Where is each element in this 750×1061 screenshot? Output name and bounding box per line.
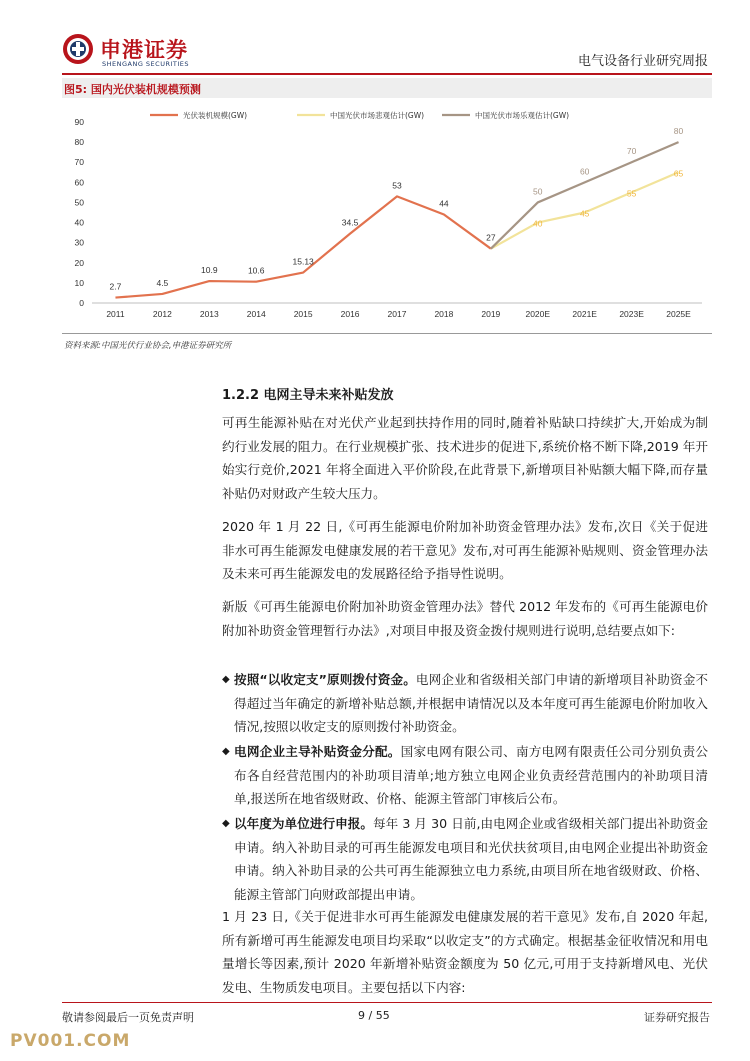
series-actual-line bbox=[115, 196, 490, 297]
bullet-text: 每年 3 月 30 日前,由电网企业或省级相关部门提出补助资金申请。纳入补助目录的可再生能源发电项目和光伏扶贫项目,由电网企业提出补助资金申请。纳入补助目录的公共可再生能源独立电力系统,由项目所在地省级财政、价格、能源主管部门向财政部提出申请。 bbox=[234, 816, 709, 902]
y-tick-label: 50 bbox=[74, 197, 84, 208]
data-label: 60 bbox=[579, 166, 590, 177]
legend-entry: 中国光伏市场悲观估计(GW) bbox=[330, 111, 425, 120]
paragraph-new-measures: 新版《可再生能源电价附加补助资金管理办法》替代 2012 年发布的《可再生能源电价附加补助资金管理暂行办法》,对项目申报及资金拨付规则进行说明,总结要点如下: bbox=[222, 599, 708, 638]
x-tick-label: 2019 bbox=[481, 309, 501, 319]
diamond-bullet-icon: ◆ bbox=[222, 746, 230, 757]
x-tick-label: 2023E bbox=[619, 309, 644, 319]
y-tick-label: 20 bbox=[74, 257, 84, 268]
bullet-item bbox=[222, 740, 708, 811]
data-label: 50 bbox=[533, 186, 543, 197]
bullet-lead: 按照“以收定支”原则拨付资金。 bbox=[234, 672, 416, 687]
company-logo bbox=[62, 30, 222, 74]
report-type: 电气设备行业研究周报 bbox=[577, 54, 708, 69]
x-tick-label: 2012 bbox=[152, 309, 172, 319]
bullet-text: 电网企业和省级相关部门申请的新增项目补助资金不得超过当年确定的新增补贴总额,并根据申请情况以及本年度可再生能源电价附加收入情况,按照以收定支的原则拨付补助资金。 bbox=[234, 672, 708, 734]
figure-title: 图5: 国内光伏装机规模预测 bbox=[64, 83, 201, 96]
data-label: 40 bbox=[533, 218, 543, 229]
data-label: 65 bbox=[673, 168, 684, 179]
bullet-text: 国家电网有限公司、南方电网有限责任公司分别负责公布各自经营范围内的补助项目清单;地方独立电网企业负责经营范围内的补助项目清单,报送所在地省级财政、价格、能源主管部门审核后公布。 bbox=[234, 744, 709, 806]
x-tick-label: 2020E bbox=[525, 309, 551, 319]
source-divider bbox=[62, 333, 712, 334]
watermark: PV001.COM bbox=[10, 1031, 131, 1051]
data-label: 34.5 bbox=[341, 217, 359, 228]
y-tick-label: 60 bbox=[74, 177, 84, 188]
chart-svg bbox=[62, 100, 712, 330]
paragraph-opinions: 1 月 23 日,《关于促进非水可再生能源发电健康发展的若干意见》发布,自 2020 年起,所有新增可再生能源发电项目均采取“以收定支”的方式确定。根据基金征收情况和用电量增长等因素,预计 2020 年新增补贴资金额度为 50 亿元,可用于支持新增风电、光伏发电、生物质发电项目。主要包括以下内容: bbox=[222, 909, 708, 995]
footer-report-label: 证券研究报告 bbox=[644, 1011, 710, 1024]
page-header bbox=[62, 30, 712, 76]
bullet-lead: 电网企业主导补贴资金分配。 bbox=[234, 744, 401, 759]
bullet-item bbox=[222, 668, 708, 739]
data-label: 80 bbox=[673, 126, 684, 137]
data-label: 44 bbox=[439, 198, 449, 209]
data-label: 4.5 bbox=[156, 277, 169, 288]
x-tick-label: 2016 bbox=[340, 309, 360, 319]
x-tick-label: 2018 bbox=[434, 309, 454, 319]
installation-forecast-chart bbox=[62, 100, 712, 330]
figure-source: 资料来源:中国光伏行业协会,申港证券研究所 bbox=[64, 341, 232, 351]
section-heading: 1.2.2 电网主导未来补贴发放 bbox=[222, 388, 394, 403]
diamond-bullet-icon: ◆ bbox=[222, 818, 230, 829]
page-number: 9 / 55 bbox=[358, 1009, 390, 1022]
x-tick-label: 2014 bbox=[246, 309, 266, 319]
x-tick-label: 2011 bbox=[106, 309, 125, 319]
x-tick-label: 2021E bbox=[572, 309, 597, 319]
y-tick-label: 40 bbox=[74, 217, 84, 228]
y-tick-label: 10 bbox=[74, 277, 84, 288]
paragraph-subsidy-background: 可再生能源补贴在对光伏产业起到扶持作用的同时,随着补贴缺口持续扩大,开始成为制约行业发展的阻力。在行业规模扩张、技术进步的促进下,系统价格不断下降,2019 年开始实行竞价,2021 年将全面进入平价阶段,在此背景下,新增项目补贴额大幅下降,而存量补贴仍对财政产生较大压力。 bbox=[222, 415, 708, 501]
figure-title-bar bbox=[62, 78, 712, 98]
x-tick-label: 2025E bbox=[666, 309, 691, 319]
logo-text-cn: 申港证券 bbox=[100, 38, 188, 62]
legend-entry: 光伏装机规模(GW) bbox=[183, 111, 248, 120]
bullet-item bbox=[222, 812, 708, 906]
x-tick-label: 2013 bbox=[199, 309, 219, 319]
x-tick-label: 2015 bbox=[293, 309, 313, 319]
data-label: 15.13 bbox=[292, 256, 314, 267]
data-label: 10.9 bbox=[201, 265, 218, 276]
y-tick-label: 30 bbox=[74, 237, 84, 248]
data-label: 70 bbox=[626, 146, 637, 157]
data-label: 45 bbox=[579, 208, 590, 219]
header-divider bbox=[62, 73, 712, 75]
data-label: 10.6 bbox=[247, 265, 265, 276]
x-tick-label: 2017 bbox=[387, 309, 407, 319]
data-label: 27 bbox=[486, 232, 496, 243]
data-label: 55 bbox=[626, 188, 637, 199]
y-tick-label: 70 bbox=[74, 157, 84, 168]
bullet-lead: 以年度为单位进行申报。 bbox=[234, 816, 374, 831]
data-label: 2.7 bbox=[109, 281, 122, 292]
data-label: 53 bbox=[392, 180, 402, 191]
paragraph-policy-release: 2020 年 1 月 22 日,《可再生能源电价附加补助资金管理办法》发布,次日《关于促进非水可再生能源发电健康发展的若干意见》发布,对可再生能源补贴规则、资金管理办法及未来可再生能源发电的发展路径给予指导性说明。 bbox=[222, 519, 708, 581]
diamond-bullet-icon: ◆ bbox=[222, 674, 230, 685]
y-tick-label: 80 bbox=[74, 137, 84, 148]
y-tick-label: 0 bbox=[79, 298, 84, 308]
logo-text-en: SHENGANG SECURITIES bbox=[102, 60, 190, 68]
legend-entry: 中国光伏市场乐观估计(GW) bbox=[475, 111, 570, 120]
footer-divider bbox=[62, 1002, 712, 1003]
y-tick-label: 90 bbox=[74, 117, 84, 127]
shengang-logo-icon bbox=[62, 33, 94, 65]
footer-disclaimer: 敬请参阅最后一页免责声明 bbox=[62, 1011, 194, 1024]
